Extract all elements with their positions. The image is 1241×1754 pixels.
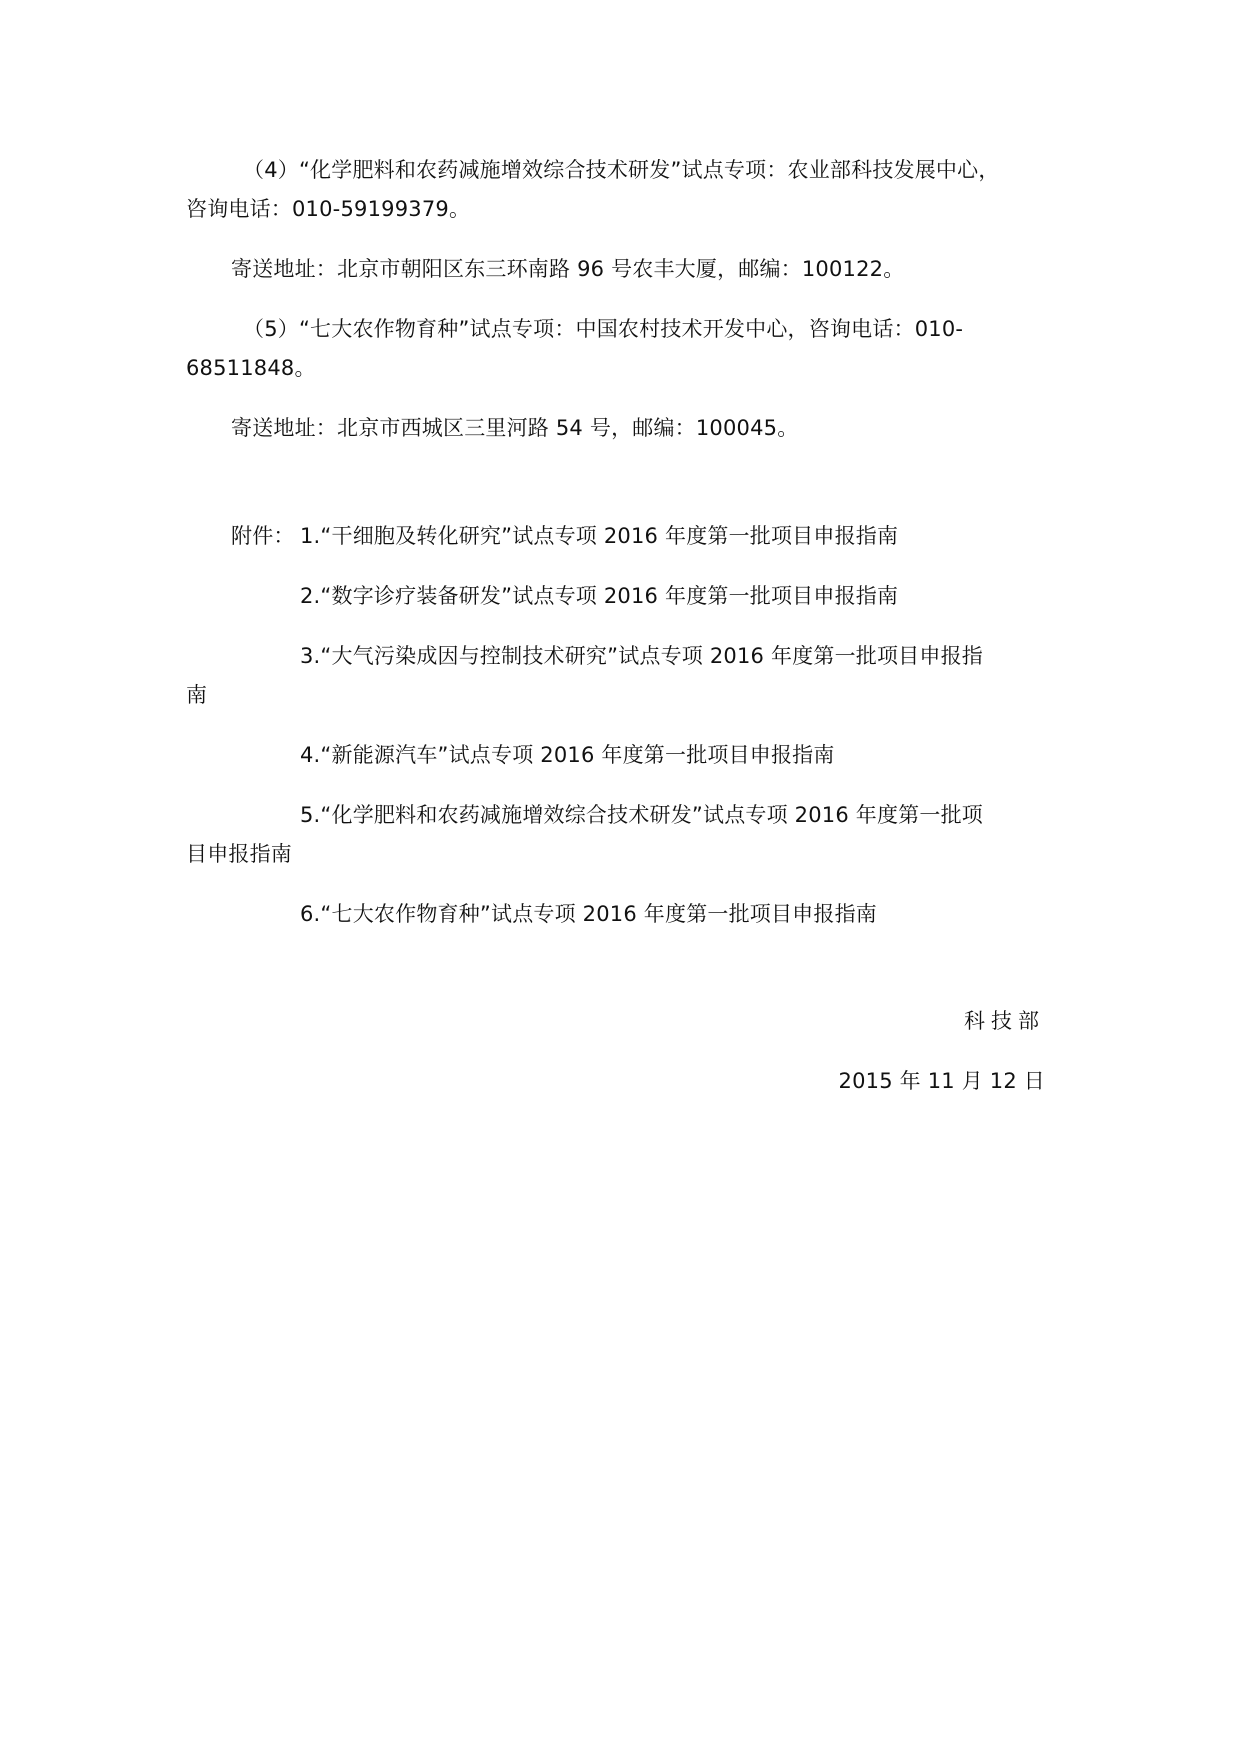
attachment-3-line-2: 南 — [186, 683, 208, 707]
attachment-2: 2.“数字诊疗装备研发”试点专项 2016 年度第一批项目申报指南 — [300, 584, 899, 608]
attachment-5-line-1: 5.“化学肥料和农药减施增效综合技术研发”试点专项 2016 年度第一批项 — [300, 803, 983, 827]
attachment-3-line-1: 3.“大气污染成因与控制技术研究”试点专项 2016 年度第一批项目申报指 — [300, 644, 983, 668]
attachment-4: 4.“新能源汽车”试点专项 2016 年度第一批项目申报指南 — [300, 743, 835, 767]
contact-4-line-2: 咨询电话：010-59199379。 — [186, 197, 471, 221]
attachment-5-line-2: 目申报指南 — [186, 842, 292, 866]
attachment-6: 6.“七大农作物育种”试点专项 2016 年度第一批项目申报指南 — [300, 902, 877, 926]
contact-5-line-2: 68511848。 — [186, 356, 316, 380]
contact-5-address: 寄送地址：北京市西城区三里河路 54 号，邮编：100045。 — [231, 416, 799, 440]
contact-4-line-1: （4）“化学肥料和农药减施增效综合技术研发”试点专项：农业部科技发展中心， — [243, 158, 1000, 182]
signature-date: 2015 年 11 月 12 日 — [838, 1069, 1045, 1093]
attachment-1: 1.“干细胞及转化研究”试点专项 2016 年度第一批项目申报指南 — [300, 524, 899, 548]
signature-org: 科技部 — [964, 1009, 1045, 1033]
contact-5-line-1: （5）“七大农作物育种”试点专项：中国农村技术开发中心，咨询电话：010- — [243, 317, 964, 341]
contact-4-address: 寄送地址：北京市朝阳区东三环南路 96 号农丰大厦，邮编：100122。 — [231, 257, 905, 281]
attachments-label: 附件： — [231, 524, 295, 548]
